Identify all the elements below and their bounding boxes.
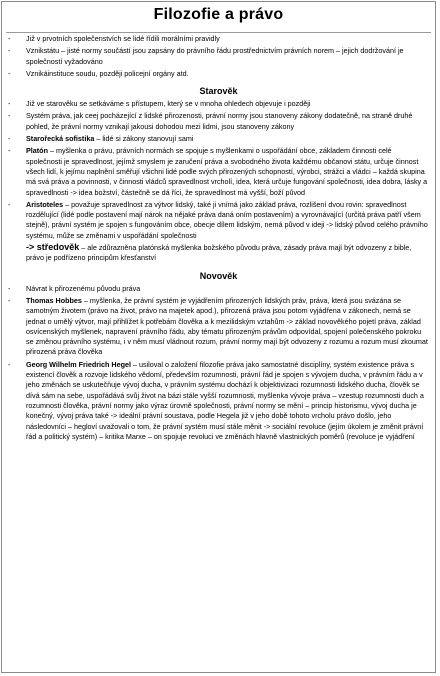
list-item-text: – myšlenka o právu, právních normách se spojuje s myšlenkami o uspořádání obce, základem činnosti celé společnosti je spravedlnost, jejímž smyslem je zaručení práva a svobodného života každému občanovi státu, určuje činnost všech lidí, k jejímu naplnění směřují všichni lidé podle svých přirozených schopností, výrobci, strážci a vládci – každá skupina má svá práva a povinnosti, v činnosti vládců spravedlnost vrcholí, idea, která určuje fungování společnosti, idea dobra, lásky a spravedlnosti -> idea božství, částečně se dá říci, že spravedlnost má vyšší, boží původ: [26, 146, 428, 197]
list-item: [26, 134, 429, 144]
list-item: [26, 111, 429, 132]
list-item-text: – považuje spravedlnost za výtvor lidský, také ji vnímá jako základ práva, rozlišení dvou rovin: spravedlnost rozdělující (lidé podle postavení mají nárok na nějaké práva daná oním postavením) a vyrovnávající (určitá práva patří všem stejně), právní systém je spojen s fungováním obce, obecje dílem lidským, nemá původ v ideji -> lidský původ celého právního systému, může se změnami v uspořádání společnosti: [26, 199, 428, 240]
starovek-list: [2, 99, 435, 263]
list-item: [26, 360, 429, 442]
intro-list: [2, 34, 435, 79]
sub-paragraph: [26, 242, 429, 264]
page-title: Filozofie a právo: [153, 6, 284, 23]
term: Platón: [26, 146, 48, 156]
list-item-text: Systém práva, jak ceej pocházející z lidské přirozenosti, právní normy jsou stanoveny zákony dodatečně, na straně druhé pohled, že právní normy vznikají jakousi dohodou mezi lidmi, jsou stanoveny zákony: [26, 111, 413, 131]
list-item-text: – lidé si zákony stanovují sami: [94, 134, 194, 144]
term: Georg Wilhelm Friedrich Hegel: [26, 359, 131, 369]
term: Aristoteles: [26, 199, 64, 209]
list-item-text: Návrat k přirozenému původu práva: [26, 283, 141, 293]
term: Thomas Hobbes: [26, 295, 82, 305]
term: Starořecká sofistika: [26, 134, 95, 144]
list-item-text: – ale zdůrazněna platónská myšlenka božského původu práva, zásady práva mají být odvozeny z bible, právo je podřízeno principům křesťanství: [26, 243, 412, 263]
novovek-list: [2, 284, 435, 442]
section-heading-novovek: Novověk: [199, 270, 238, 281]
title-divider: [6, 32, 431, 33]
list-item: - Vznikstátu – jisté normy součástí jsou zapsány do právního řádu prostřednictvím právních norem – jejich dodržování je společností vyžadováno: [26, 46, 429, 67]
list-item: - Již v prvotních společenstvích se lidé řídili morálními pravidly: [26, 34, 429, 44]
list-item: [26, 296, 429, 358]
list-item: [26, 146, 429, 197]
term: -> středověk: [26, 242, 80, 253]
document-page: [1, 1, 436, 673]
list-item: [26, 200, 429, 264]
list-item: - Vznikáinstituce soudu, později policejní orgány atd.: [26, 69, 429, 79]
section-heading-starovek: Starověk: [199, 86, 238, 97]
list-item-text: – usiloval o založení filozofie práva jako samostatné disciplíny, systém existence práva s existencí člověk a rozvoje lidského vědomí, především rozumnosti, právní řád je spojen s vývojem ducha, v právním řádu a v jeho změnách se uskutečňuje vývoj ducha, v právním systému dochází k objektivizaci rozumnosti lidského ducha, člověk se dívá sám na sebe, uspořádává svůj život na bázi stále vyšší rozumnosti, myšlenka vývoje práva – vzestup rozumnosti duch a rozumnosti člověka, právní normy jako výraz úrovně společnosti, právní normy se mění – princip historismu, vývoj ducha je konečný, vývoj práva také -> ideální právní soustava, podle Hegela již v jeho době tohoto vrcholu právo došlo, jeho následovníci – hegloví uvažovali o tom, že právní systém musí stále měnit -> sociální revoluce (jejím úkolem je změnit právní řád a politický systém) – kritika Marxe – on spojuje revoluci ve změnách hlavně vlastnických poměrů (revoluce je vyjádření: [26, 359, 424, 441]
list-item: [26, 284, 429, 294]
list-item-text: Již ve starověku se setkáváme s přístupem, který se v mnoha ohledech objevuje i později: [26, 99, 311, 109]
list-item-text: – myšlenka, že právní systém je vyjádřením přirozených lidských práv, práva, která jsou svázána se samotným životem (právo na život, právo na majetek apod.), přirozená práva jsou potom vyjádřena v zákonech, nemá se jednat o umělý výtvor, mají přihlížet k potřebám člověka a k mezilidským vztahům -> základ novověkého pojetí práva, základ osvícenských myšlenek, napravení právního řádu, aby tématu přirozeným právům odpovídal, spojení polečenského pokroku se změnou právního systému, i v něm musí vládnout rozum, právní normy mají být odvozeny z rozumu a rozum musí zkoumat přirozená práva člověka: [26, 295, 428, 357]
list-item: [26, 99, 429, 109]
